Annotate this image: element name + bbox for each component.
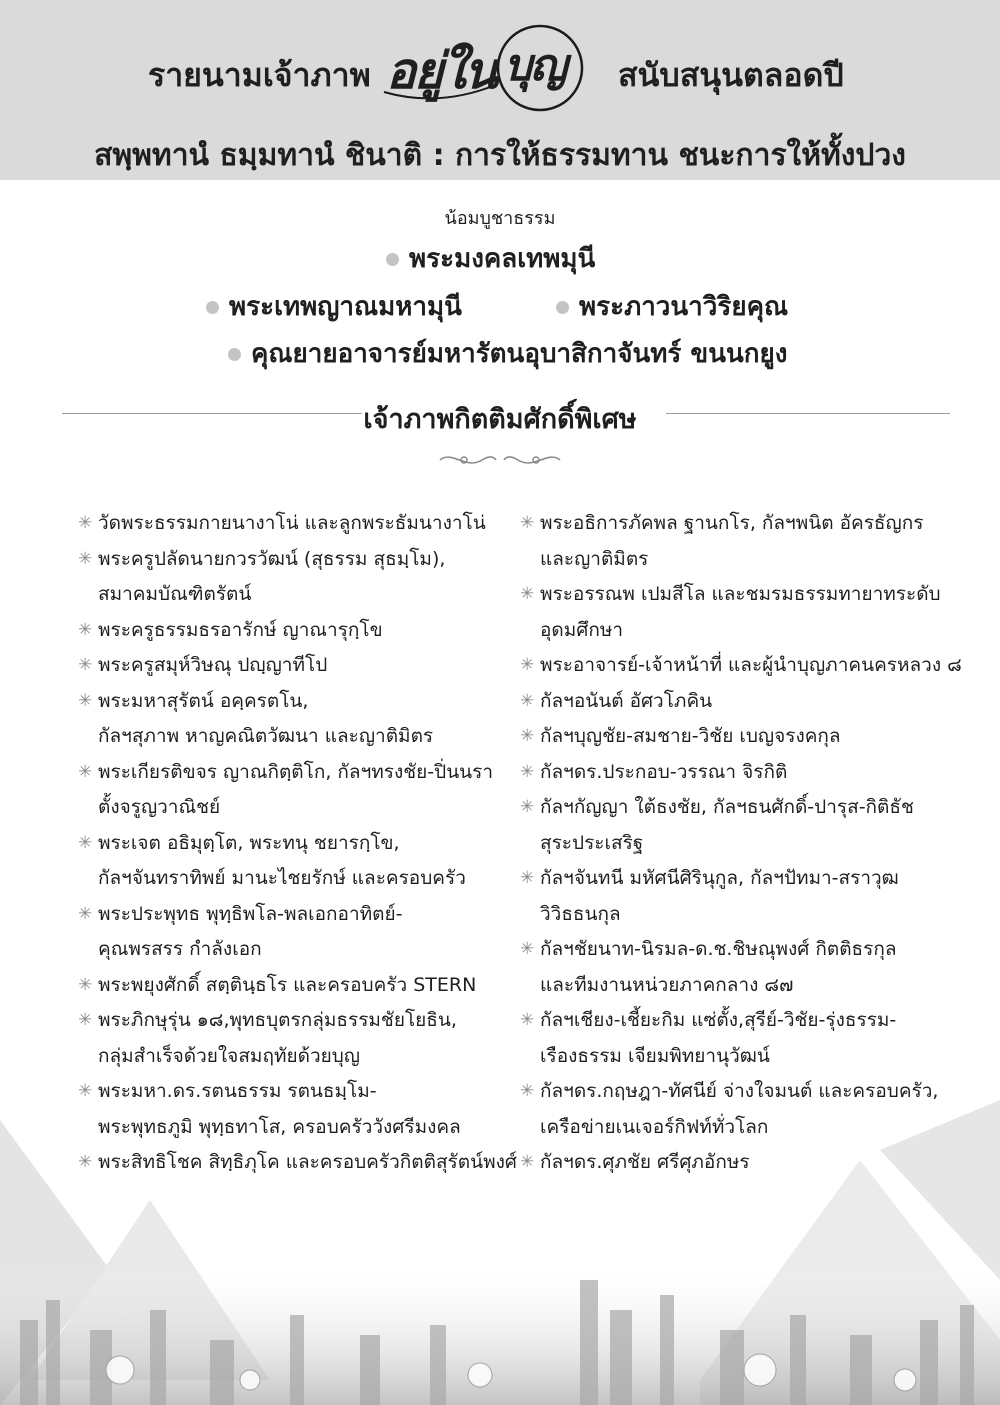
sponsor-line: วัดพระธรรมกายนางาโน่ และลูกพระธัมนางาโน่ — [98, 512, 486, 534]
dot-icon — [386, 253, 399, 266]
sponsor-line: พระประพุทธ พุทฺธิพโล-พลเอกอาทิตย์- — [98, 902, 403, 925]
flourish-icon — [436, 448, 564, 472]
honor-name: พระมงคลเทพมุนี — [409, 244, 596, 274]
sponsor-line: อุดมศึกษา — [540, 618, 624, 641]
sponsor-line: คุณพรสรร กำลังเอก — [98, 938, 262, 960]
sponsor-entry — [520, 861, 970, 932]
sponsor-entry — [78, 897, 518, 968]
asterisk-icon: ✳ — [78, 548, 93, 569]
sponsor-line: พระอรรณพ เปมสีโล และชมรมธรรมทายาทระดับ — [540, 583, 941, 605]
sponsor-line: กัลฯสุภาพ หาญคณิตวัฒนา และญาติมิตร — [98, 725, 434, 747]
asterisk-icon: ✳ — [520, 690, 535, 711]
asterisk-icon: ✳ — [520, 797, 535, 817]
sponsor-line: กัลฯดร.กฤษฎา-ทัศนีย์ จ่างใจมนต์ และครอบครัว, — [540, 1080, 939, 1102]
asterisk-icon: ✳ — [520, 868, 535, 888]
sponsor-line: กัลฯบุญชัย-สมชาย-วิชัย เบญจรงคกุล — [540, 725, 841, 747]
asterisk-icon: ✳ — [520, 1081, 535, 1101]
sponsor-line: และทีมงานหน่วยภาคกลาง ๘๗ — [540, 973, 794, 996]
sponsor-line: กัลฯดร.ประกอบ-วรรณา จิรกิติ — [540, 760, 788, 783]
sponsor-entry — [520, 755, 970, 791]
sponsor-entry — [520, 577, 970, 648]
sponsor-entry — [520, 1003, 970, 1074]
sponsor-entry — [520, 506, 970, 577]
sponsor-entry — [520, 648, 970, 684]
honor-label: น้อมบูชาธรรม — [444, 208, 556, 229]
sponsor-line: สมาคมบัณฑิตรัตน์ — [98, 583, 252, 605]
asterisk-icon: ✳ — [78, 832, 93, 853]
footer-decoration — [0, 1080, 1000, 1405]
sponsor-line: สุระประเสริฐ — [540, 831, 644, 854]
sponsor-line: พระพุทธภูมิ พุทฺธทาโส, ครอบครัววังศรีมงคล — [98, 1115, 461, 1138]
title-right: สนับสนุนตลอดปี — [618, 56, 844, 94]
sponsor-entry — [520, 790, 970, 861]
sponsor-line: พระภิกษุรุ่น ๑๘,พุทธบุตรกลุ่มธรรมชัยโยธิน, — [98, 1009, 457, 1031]
sponsor-entry — [78, 648, 518, 684]
asterisk-icon: ✳ — [520, 761, 535, 782]
honor-name: พระภาวนาวิริยคุณ — [579, 292, 789, 322]
sponsor-line: วิวิธธนกุล — [540, 902, 621, 925]
title-left: รายนามเจ้าภาพ — [148, 56, 371, 94]
sponsor-entry — [520, 684, 970, 720]
logo-word-2: บุญ — [504, 40, 566, 91]
honor-item-4 — [228, 333, 787, 374]
asterisk-icon: ✳ — [78, 690, 93, 711]
asterisk-icon: ✳ — [78, 1081, 93, 1101]
asterisk-icon: ✳ — [78, 513, 93, 533]
sponsor-line: พระอธิการภัคพล ฐานกโร, กัลฯพนิต อัครธัญกร — [540, 512, 924, 534]
asterisk-icon: ✳ — [78, 761, 93, 782]
asterisk-icon: ✳ — [78, 1010, 93, 1030]
sponsor-line: เครือข่ายเนเจอร์กิฟท์ทั่วโลก — [540, 1115, 769, 1138]
sponsor-entry — [78, 1003, 518, 1074]
section-divider-right — [666, 413, 950, 414]
sponsor-entry — [520, 932, 970, 1003]
sponsor-line: และญาติมิตร — [540, 547, 649, 570]
sponsor-line: กัลฯอนันต์ อัศวโภคิน — [540, 689, 713, 712]
sponsor-entry — [78, 506, 518, 542]
asterisk-icon: ✳ — [520, 726, 535, 746]
sponsor-line: พระอาจารย์-เจ้าหน้าที่ และผู้นำบุญภาคนครหลวง ๘ — [540, 654, 962, 676]
asterisk-icon: ✳ — [78, 655, 93, 675]
sponsor-line: พระพยุงศักดิ์ สตฺตินฺธโร และครอบครัว STERN — [98, 973, 477, 996]
logo-word-1: อยู่ใน — [386, 41, 496, 100]
dot-icon — [206, 301, 219, 314]
honor-name: พระเทพญาณมหามุนี — [229, 292, 462, 322]
sponsor-line: พระครูปลัดนายกวรวัฒน์ (สุธรรม สุธมฺโม), — [98, 547, 446, 570]
sponsor-entry — [78, 684, 518, 755]
sponsor-line: พระเจต อธิมุตฺโต, พระทนุ ชยารกฺโข, — [98, 831, 400, 854]
sponsor-line: กัลฯจันทราทิพย์ มานะไชยรักษ์ และครอบครัว — [98, 867, 466, 889]
asterisk-icon: ✳ — [78, 903, 93, 924]
sponsor-line: พระครูสมุห์วิษณุ ปญฺญาทีโป — [98, 654, 328, 676]
asterisk-icon: ✳ — [78, 974, 93, 995]
sponsor-entry — [520, 719, 970, 755]
sponsor-line: กัลฯเชียง-เชี้ยะกิม แซ่ตั้ง,สุรีย์-วิชัย-รุ่งธรรม- — [540, 1009, 897, 1031]
sponsor-entry — [78, 613, 518, 649]
asterisk-icon: ✳ — [520, 655, 535, 675]
sponsor-entry — [78, 826, 518, 897]
logo — [380, 22, 608, 114]
honor-item-2 — [206, 286, 462, 327]
title-row — [0, 22, 1000, 112]
asterisk-icon: ✳ — [78, 1152, 93, 1172]
subtitle: สพฺพทานํ ธมฺมทานํ ชินาติ : การให้ธรรมทาน ชนะการให้ทั้งปวง — [94, 138, 906, 173]
sponsor-line: พระเกียรติขจร ญาณกิตฺติโก, กัลฯทรงชัย-ปิ่นนรา — [98, 760, 494, 783]
sponsor-line: กลุ่มสำเร็จด้วยใจสมฤทัยด้วยบุญ — [98, 1044, 360, 1067]
sponsor-line: กัลฯกัญญา ใต้ธงชัย, กัลฯธนศักดิ์-ปารุส-กิติธัช — [540, 796, 914, 818]
sponsor-line: ตั้งจรูญวาณิชย์ — [98, 796, 221, 818]
honor-name: คุณยายอาจารย์มหารัตนอุบาสิกาจันทร์ ขนนกยูง — [251, 339, 788, 369]
honor-item-1 — [386, 238, 595, 279]
dot-icon — [228, 348, 241, 361]
sponsor-line: กัลฯชัยนาท-นิรมล-ด.ช.ชิษณุพงศ์ กิตติธรกุล — [540, 938, 897, 960]
sponsor-line: พระมหาสุรัตน์ อคฺครตโน, — [98, 689, 309, 712]
honor-item-3 — [556, 286, 788, 327]
asterisk-icon: ✳ — [520, 584, 535, 604]
asterisk-icon: ✳ — [520, 513, 535, 533]
sponsor-line: กัลฯจันทนี มหัศนีศิรินุกูล, กัลฯปัทมา-สราวุฒ — [540, 867, 899, 889]
dot-icon — [556, 301, 569, 314]
asterisk-icon: ✳ — [78, 619, 93, 640]
sponsor-entry — [78, 755, 518, 826]
asterisk-icon: ✳ — [520, 939, 535, 959]
sponsor-line: พระมหา.ดร.รตนธรรม รตนธมฺโม- — [98, 1080, 377, 1102]
sponsor-line: กัลฯดร.ศุภชัย ศรีศุภอักษร — [540, 1151, 750, 1173]
sponsor-entry — [78, 968, 518, 1004]
sponsor-line: พระสิทธิโชค สิทฺธิภุโค และครอบครัวกิตติสุรัตน์พงศ์ — [98, 1151, 517, 1173]
asterisk-icon: ✳ — [520, 1010, 535, 1030]
sponsor-line: เรืองธรรม เจียมพิทยานุวัฒน์ — [540, 1044, 770, 1067]
section-title: เจ้าภาพกิตติมศักดิ์พิเศษ — [363, 404, 637, 435]
asterisk-icon: ✳ — [520, 1152, 535, 1172]
sponsor-line: พระครูธรรมธรอารักษ์ ญาณารุกฺโข — [98, 618, 383, 641]
sponsor-entry — [78, 542, 518, 613]
